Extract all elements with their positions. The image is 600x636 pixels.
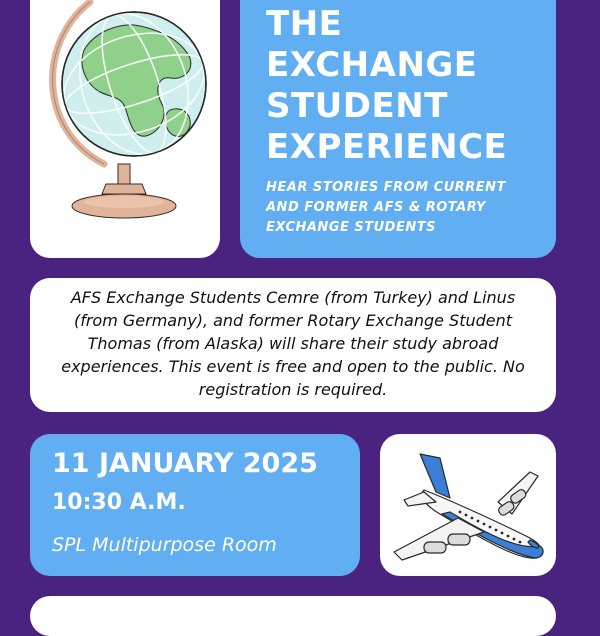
title-card (240, 0, 556, 258)
page-title (266, 4, 556, 168)
title-line-3: STUDENT (266, 86, 448, 126)
globe-icon (30, 0, 220, 258)
event-details-card (30, 434, 360, 576)
bottom-card (30, 596, 556, 636)
description-card (30, 278, 556, 412)
title-line-2: EXCHANGE (266, 45, 478, 85)
title-line-1: THE (266, 4, 343, 44)
event-location: SPL Multipurpose Room (52, 534, 277, 556)
airplane-icon (380, 434, 556, 576)
title-line-4: EXPERIENCE (266, 127, 508, 167)
globe-card (30, 0, 220, 258)
page-subtitle: HEAR STORIES FROM CURRENT AND FORMER AFS & ROTARY EXCHANGE STUDENTS (266, 180, 506, 235)
event-description: AFS Exchange Students Cemre (from Turkey) and Linus (from Germany), and former Rotary Exchange Student Thomas (from Alaska) will share their study abroad experiences. This event is free and open to the public. No registration is required. (61, 288, 525, 399)
event-time: 10:30 A.M. (52, 490, 186, 515)
event-date: 11 JANUARY 2025 (52, 448, 318, 479)
airplane-card (380, 434, 556, 576)
